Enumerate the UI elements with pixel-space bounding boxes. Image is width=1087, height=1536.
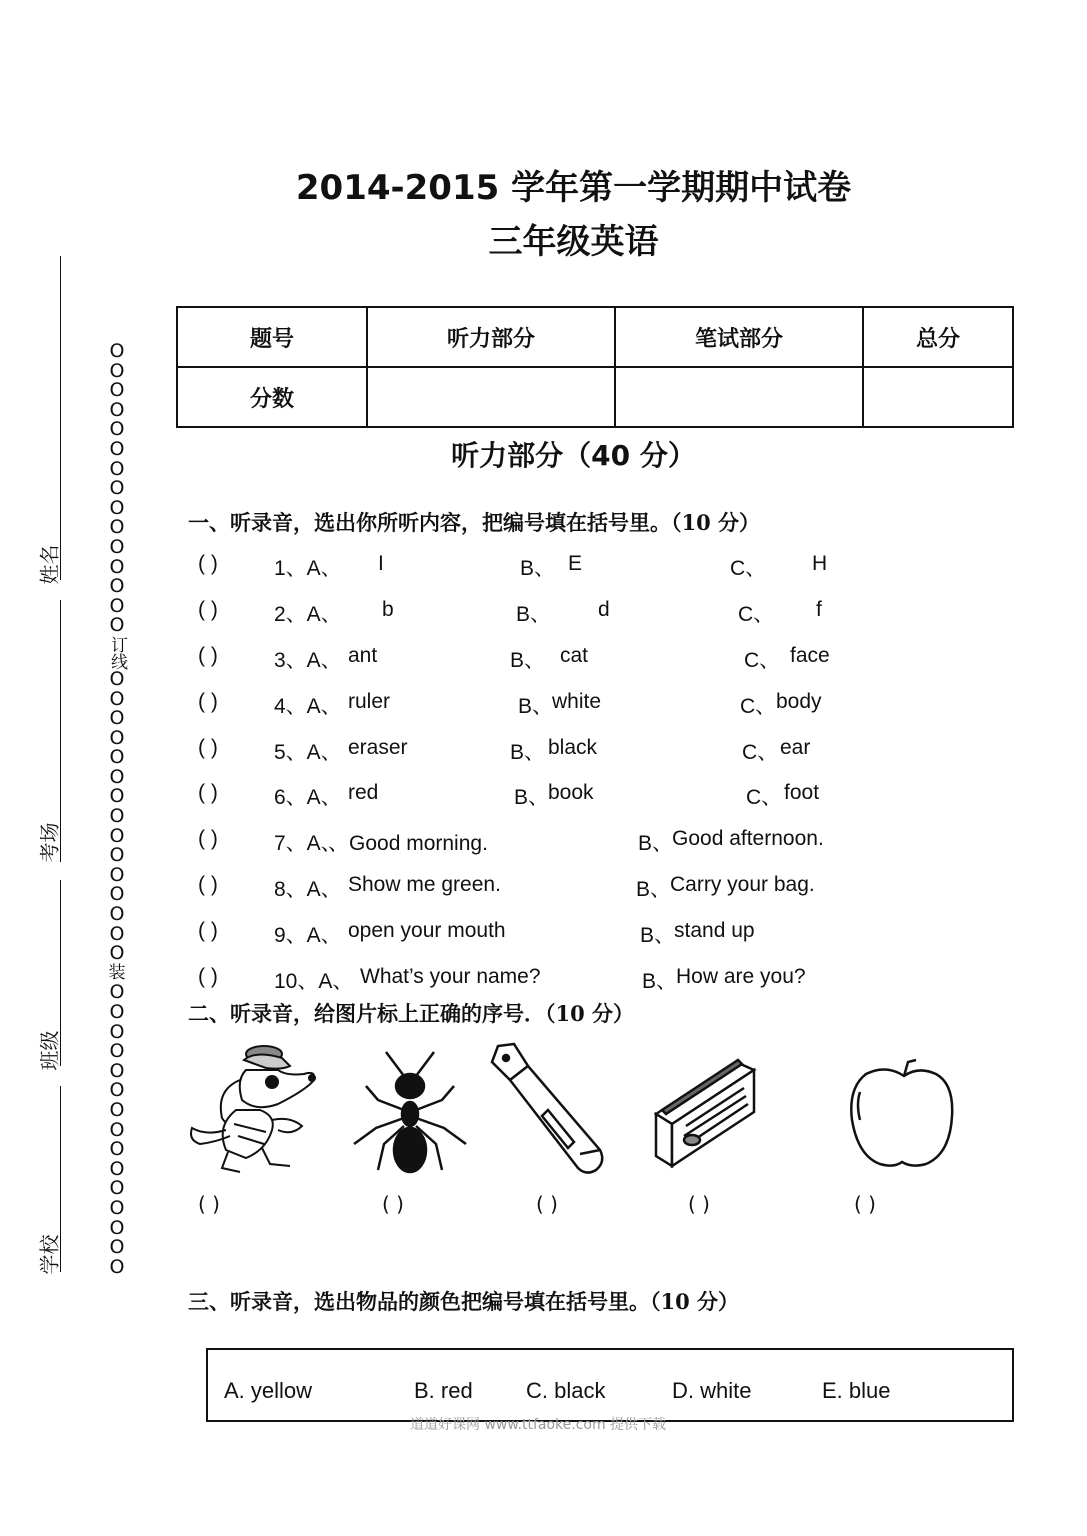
color-option-black: C. black bbox=[526, 1378, 606, 1403]
question-number: 8、A、 bbox=[274, 878, 342, 901]
answer-blank[interactable]: ( ) bbox=[198, 736, 218, 759]
school-label: 学校 bbox=[37, 1234, 62, 1275]
color-option-red: B. red bbox=[414, 1378, 473, 1403]
option-a: ruler bbox=[348, 690, 391, 713]
score-cell-written[interactable] bbox=[615, 367, 863, 427]
question-number: 5、A、 bbox=[274, 741, 342, 764]
name-line[interactable] bbox=[60, 256, 61, 580]
name-label: 姓名 bbox=[37, 544, 62, 585]
part2-heading: 二、听录音，给图片标上正确的序号．（10 分） bbox=[188, 1001, 635, 1026]
exam-subtitle: 三年级英语 bbox=[488, 222, 659, 262]
option-a: red bbox=[348, 781, 379, 804]
answer-blank[interactable]: ( ) bbox=[198, 598, 218, 621]
binding-dots bbox=[106, 342, 128, 1277]
option-b: How are you? bbox=[676, 965, 806, 988]
ant-icon bbox=[348, 1040, 473, 1180]
option-c-label: C、 bbox=[738, 603, 775, 626]
score-header-number: 题号 bbox=[177, 307, 367, 367]
picture-answer-5[interactable]: ( ) bbox=[854, 1192, 876, 1216]
answer-blank[interactable]: ( ) bbox=[198, 873, 218, 896]
option-c-label: C、 bbox=[742, 741, 779, 764]
binding-text-1: 订线 bbox=[107, 635, 127, 670]
score-header-total: 总分 bbox=[863, 307, 1013, 367]
answer-blank[interactable]: ( ) bbox=[198, 781, 218, 804]
option-c: face bbox=[790, 644, 830, 667]
option-b: d bbox=[598, 598, 610, 621]
option-a: eraser bbox=[348, 736, 408, 759]
score-header-written: 笔试部分 bbox=[615, 307, 863, 367]
option-b-label: B、 bbox=[640, 924, 676, 947]
footer-watermark: 道道好课网 www.ttfaoke.com 提供下载 bbox=[410, 1417, 667, 1433]
option-b: Good afternoon. bbox=[672, 827, 824, 850]
option-b-label: B、 bbox=[518, 695, 554, 718]
question-number: 1、A、 bbox=[274, 557, 342, 580]
option-b-label: B、 bbox=[514, 786, 550, 809]
question-number: 6、A、 bbox=[274, 786, 342, 809]
binding-text-2: 装 bbox=[108, 962, 126, 983]
option-b: cat bbox=[560, 644, 589, 667]
section-title: 听力部分（40 分） bbox=[451, 439, 696, 472]
question-number: 3、A、 bbox=[274, 649, 342, 672]
option-c: H bbox=[812, 552, 828, 575]
class-label: 班级 bbox=[37, 1030, 62, 1071]
picture-answer-4[interactable]: ( ) bbox=[688, 1192, 710, 1216]
option-c-label: C、 bbox=[740, 695, 777, 718]
option-b-label: B、 bbox=[520, 557, 556, 580]
option-a: What’s your name? bbox=[360, 965, 541, 988]
option-b: E bbox=[568, 552, 583, 575]
option-b-label: B、 bbox=[516, 603, 552, 626]
option-b-label: B、 bbox=[638, 832, 674, 855]
pencil-box-icon bbox=[648, 1040, 778, 1175]
picture-answer-2[interactable]: ( ) bbox=[382, 1192, 404, 1216]
picture-answer-1[interactable]: ( ) bbox=[198, 1192, 220, 1216]
option-c: ear bbox=[780, 736, 811, 759]
score-row-label: 分数 bbox=[177, 367, 367, 427]
dog-icon bbox=[186, 1040, 316, 1175]
option-c: f bbox=[816, 598, 822, 621]
answer-blank[interactable]: ( ) bbox=[198, 827, 218, 850]
part1-heading: 一、听录音，选出你所听内容，把编号填在括号里。（10 分） bbox=[188, 510, 761, 535]
pen-icon bbox=[488, 1040, 608, 1180]
option-c: foot bbox=[784, 781, 820, 804]
option-a: ant bbox=[348, 644, 378, 667]
option-b: Carry your bag. bbox=[670, 873, 815, 896]
option-a: 、Good morning. bbox=[328, 832, 488, 855]
picture-answer-3[interactable]: ( ) bbox=[536, 1192, 558, 1216]
binding-dots-top: O O O O O O O O O O O O O O O bbox=[109, 340, 125, 637]
color-option-blue: E. blue bbox=[822, 1378, 891, 1403]
option-b: black bbox=[548, 736, 598, 759]
option-a: open your mouth bbox=[348, 919, 506, 942]
score-cell-listening[interactable] bbox=[367, 367, 615, 427]
question-number: 10、A、 bbox=[274, 970, 354, 993]
option-b-label: B、 bbox=[642, 970, 678, 993]
option-b-label: B、 bbox=[636, 878, 672, 901]
answer-blank[interactable]: ( ) bbox=[198, 644, 218, 667]
option-c: body bbox=[776, 690, 822, 713]
answer-blank[interactable]: ( ) bbox=[198, 919, 218, 942]
option-c-label: C、 bbox=[746, 786, 783, 809]
option-b: stand up bbox=[674, 919, 755, 942]
question-number: 9、A、 bbox=[274, 924, 342, 947]
option-b-label: B、 bbox=[510, 649, 546, 672]
option-a: Show me green. bbox=[348, 873, 501, 896]
part3-heading: 三、听录音，选出物品的颜色把编号填在括号里。（10 分） bbox=[188, 1289, 740, 1314]
answer-blank[interactable]: ( ) bbox=[198, 965, 218, 988]
color-options-box bbox=[206, 1348, 1014, 1422]
option-a: b bbox=[382, 598, 394, 621]
option-a: I bbox=[378, 552, 384, 575]
option-b: white bbox=[552, 690, 602, 713]
option-c-label: C、 bbox=[730, 557, 767, 580]
apple-icon bbox=[846, 1040, 958, 1175]
answer-blank[interactable]: ( ) bbox=[198, 552, 218, 575]
room-label: 考场 bbox=[37, 822, 62, 863]
option-b: book bbox=[548, 781, 594, 804]
question-number: 4、A、 bbox=[274, 695, 342, 718]
binding-dots-bottom: O O O O O O O O O O O O O O O bbox=[109, 981, 125, 1278]
score-table bbox=[176, 306, 1014, 428]
score-header-listening: 听力部分 bbox=[367, 307, 615, 367]
binding-dots-middle: O O O O O O O O O O O O O O O bbox=[109, 667, 125, 965]
exam-title: 2014-2015 学年第一学期期中试卷 bbox=[295, 168, 852, 208]
color-option-white: D. white bbox=[672, 1378, 752, 1403]
color-option-yellow: A. yellow bbox=[224, 1378, 313, 1403]
option-b-label: B、 bbox=[510, 741, 546, 764]
question-number: 7、A、 bbox=[274, 832, 342, 855]
score-cell-total[interactable] bbox=[863, 367, 1013, 427]
question-number: 2、A、 bbox=[274, 603, 342, 626]
option-c-label: C、 bbox=[744, 649, 781, 672]
answer-blank[interactable]: ( ) bbox=[198, 690, 218, 713]
